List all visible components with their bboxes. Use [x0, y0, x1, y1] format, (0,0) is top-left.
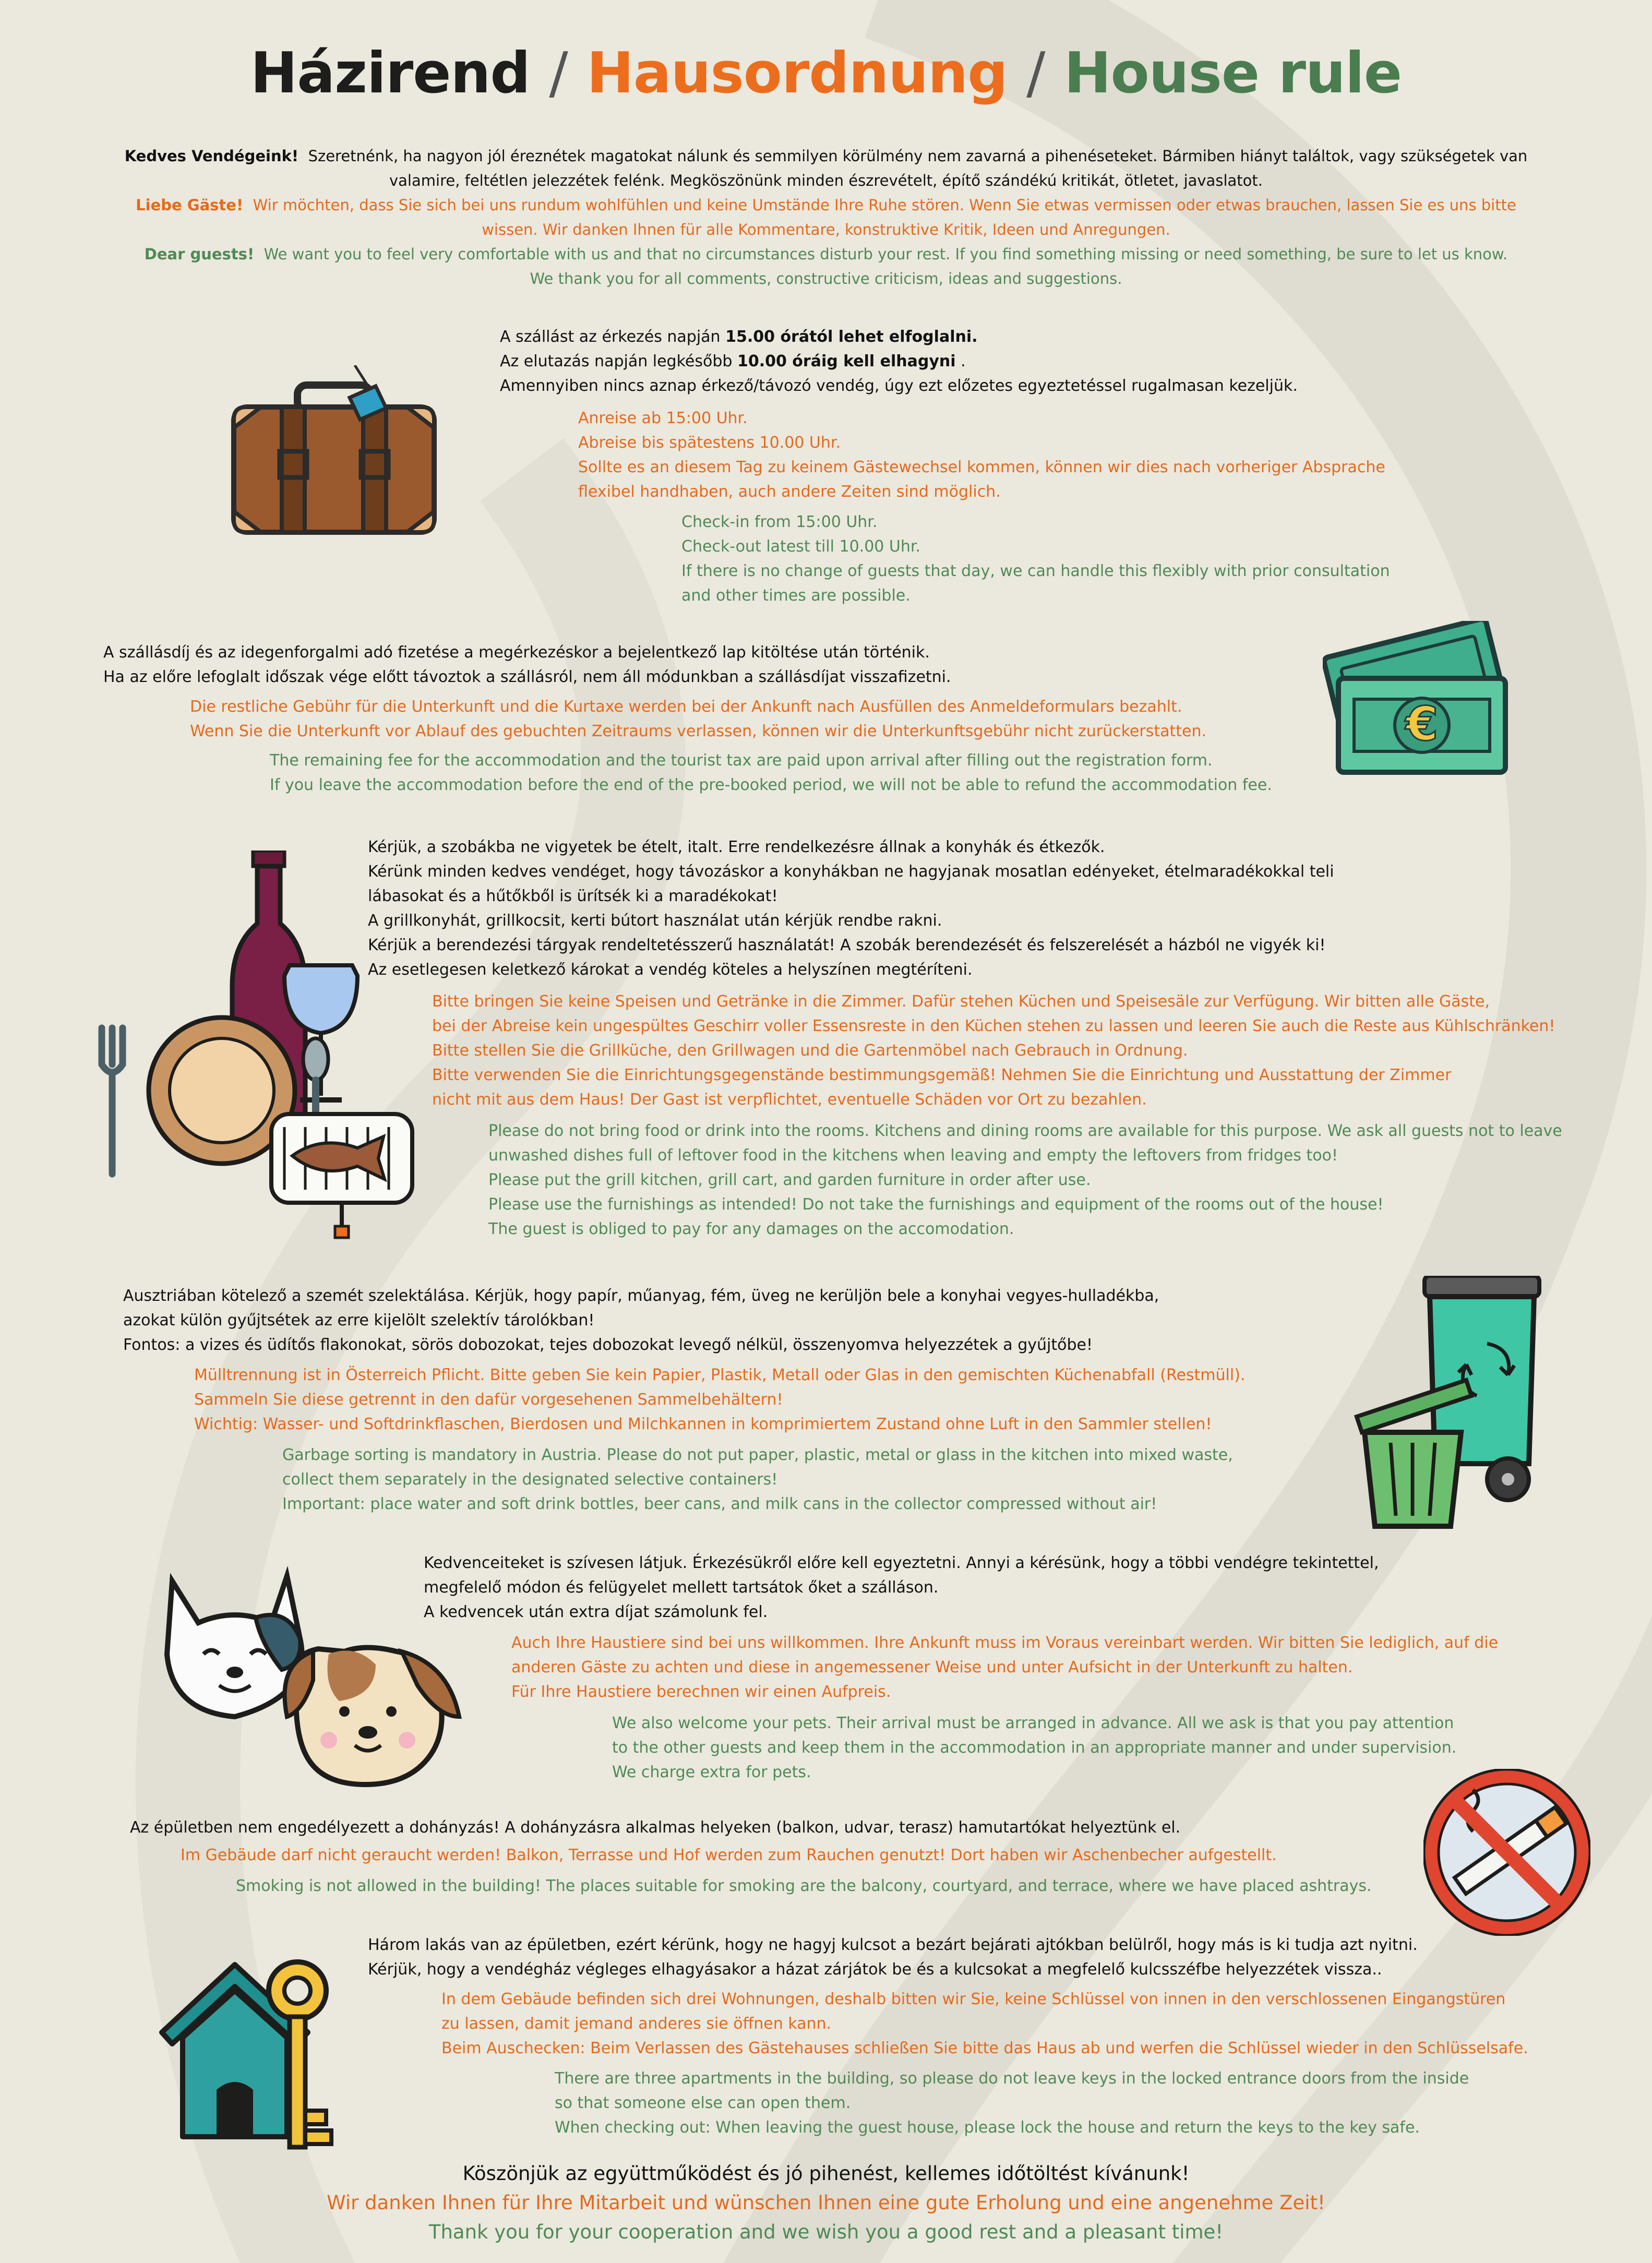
payment-en-line: The remaining fee for the accommodation and the tourist tax are paid upon arrival after filling out the registration form. — [270, 751, 1213, 770]
payment-hu-line: A szállásdíj és az idegenforgalmi adó fizetése a megérkezéskor a bejelentkező lap kitöltése után történik. — [103, 643, 930, 662]
intro-en-text: We want you to feel very comfortable with us and that no circumstances disturb your rest. If you find something missing or need something, be sure to let us know. — [264, 245, 1508, 263]
intro-en-line — [73, 242, 1579, 267]
checkin-hu-time: 10.00 óráig kell elhagyni — [737, 352, 956, 370]
intro-hu-lead: Kedves Vendégeink! — [124, 147, 299, 165]
intro-en-lead: Dear guests! — [144, 245, 255, 263]
title-hu: Házirend — [250, 41, 530, 106]
food-hu-line: lábasokat és a hűtőkből is ürítsék ki a maradékokat! — [368, 887, 778, 905]
pets-hu-line: megfelelő módon és felügyelet mellett tartsátok őket a szálláson. — [424, 1578, 939, 1597]
waste-hu-line: azokat külön gyűjtsétek az erre kijelölt szelektív tárolókban! — [123, 1311, 595, 1330]
euro-symbol: € — [1405, 697, 1439, 751]
smoking-en — [236, 1874, 1372, 1898]
pets-en-line: to the other guests and keep them in the accommodation in an appropriate manner and under supervision. — [612, 1739, 1457, 1757]
waste-en-line: Garbage sorting is mandatory in Austria. Please do not put paper, plastic, metal or glass in the kitchen into mixed waste, — [282, 1446, 1233, 1464]
food-hu-line: A grillkonyhát, grillkocsit, kerti bútort használat után kérjük rendbe rakni. — [368, 912, 942, 930]
pets-de-line: Für Ihre Haustiere berechnen wir einen Aufpreis. — [511, 1683, 891, 1701]
smoking-hu-line: Az épületben nem engedélyezett a dohányzás! A dohányzásra alkalmas helyeken (balkon, udvar, terasz) hamutartókat helyeztünk el. — [130, 1818, 1181, 1837]
keys-hu — [368, 1933, 1418, 1982]
food-hu-line: Kérjük, a szobákba ne vigyetek be ételt, italt. Erre rendelkezésre állnak a konyhák és étkezők. — [368, 838, 1105, 856]
payment-hu — [103, 640, 951, 689]
smoking-en-line: Smoking is not allowed in the building! The places suitable for smoking are the balcony, courtyard, and terrace, where we have placed ashtrays. — [236, 1877, 1372, 1895]
intro-de-text: Wir möchten, dass Sie sich bei uns rundum wohlfühlen und keine Umstände Ihre Ruhe stören. Wenn Sie etwas vermissen oder etwas brauchen, lassen Sie es uns bitte — [253, 196, 1516, 214]
keys-hu-line: Kérjük, hogy a vendégház végleges elhagyásakor a házat zárjátok be és a kulcsokat a megfelelő kulcsszéfbe helyezzétek vissza.. — [368, 1960, 1382, 1979]
waste-de-line: Sammeln Sie diese getrennt in den dafür vorgesehenen Sammelbehältern! — [194, 1391, 783, 1409]
checkin-hu-text: Az elutazás napján legkésőbb — [500, 352, 737, 370]
checkin-en-line: Check-in from 15:00 Uhr. — [681, 513, 878, 531]
intro-section — [73, 144, 1579, 291]
no-smoking-icon — [1423, 1769, 1590, 1936]
checkin-en — [681, 510, 1390, 608]
checkin-hu-line: Amennyiben nincs aznap érkező/távozó vendég, úgy ezt előzetes egyeztetéssel rugalmasan kezeljük. — [500, 377, 1298, 395]
food-de — [432, 989, 1555, 1112]
pets-en-line: We charge extra for pets. — [612, 1763, 811, 1781]
smoking-de-line: Im Gebäude darf nicht geraucht werden! Balkon, Terrasse und Hof werden zum Rauchen genutzt! Dort haben wir Aschenbecher aufgestellt. — [181, 1846, 1277, 1864]
checkin-de-line: Sollte es an diesem Tag zu keinem Gästewechsel kommen, können wir dies nach vorheriger Absprache — [578, 458, 1385, 476]
keys-de-line: Beim Auschecken: Beim Verlassen des Gästehauses schließen Sie bitte das Haus ab und werfen die Schlüssel wieder in den Schlüsselsafe. — [441, 2039, 1528, 2057]
pets-de-line: Auch Ihre Haustiere sind bei uns willkommen. Ihre Ankunft muss im Voraus vereinbart werden. Wir bitten Sie lediglich, auf die — [511, 1634, 1499, 1652]
smoking-de — [181, 1843, 1277, 1867]
payment-de-line: Wenn Sie die Unterkunft vor Ablauf des gebuchten Zeitraums verlassen, können wir die Unterkunftsgebühr nicht zurückerstatten. — [190, 722, 1207, 740]
pets-en — [612, 1711, 1456, 1785]
keys-de — [441, 1987, 1528, 2061]
waste-en-line: Important: place water and soft drink bottles, beer cans, and milk cans in the collector compressed without air! — [282, 1495, 1157, 1513]
food-hu-line: Kérünk minden kedves vendéget, hogy távozáskor a konyhákban ne hagyjanak mosatlan edényeket, ételmaradékokkal teli — [368, 863, 1334, 881]
keys-en-line: There are three apartments in the building, so please do not leave keys in the locked entrance doors from the inside — [555, 2069, 1469, 2088]
checkin-de — [578, 406, 1385, 504]
waste-hu-line: Ausztriában kötelező a szemét szelektálása. Kérjük, hogy papír, műanyag, fém, üveg ne kerüljön bele a konyhai vegyes-hulladékba, — [123, 1287, 1159, 1305]
payment-de — [190, 695, 1206, 744]
checkin-hu-line — [500, 349, 1298, 374]
food-de-line: nicht mit aus dem Haus! Der Gast ist verpflichtet, eventuelle Schäden vor Ort zu bezahlen. — [432, 1091, 1147, 1109]
house-key-icon — [157, 1954, 355, 2152]
waste-de — [194, 1363, 1245, 1436]
checkin-hu-text: A szállást az érkezés napján — [500, 328, 726, 346]
closing-section — [0, 2159, 1652, 2247]
checkin-de-line: Abreise bis spätestens 10.00 Uhr. — [578, 434, 841, 452]
waste-hu — [123, 1284, 1159, 1357]
food-hu — [368, 835, 1334, 982]
food-en-line: Please put the grill kitchen, grill cart, and garden furniture in order after use. — [488, 1171, 1091, 1189]
pets-de — [511, 1631, 1498, 1704]
keys-de-line: zu lassen, damit jemand anderes sie öffnen kann. — [441, 2015, 832, 2033]
food-hu-line: Kérjük a berendezési tárgyak rendeltetésszerű használatát! A szobák berendezését és felszerelését a házból ne vigyék ki! — [368, 936, 1326, 954]
pets-en-line: We also welcome your pets. Their arrival must be arranged in advance. All we ask is that you pay attention — [612, 1714, 1454, 1732]
page-title — [0, 41, 1652, 106]
payment-hu-line: Ha az előre lefoglalt időszak vége előtt távoztok a szállásról, nem áll módunkban a szállásdíjat visszafizetni. — [103, 668, 951, 686]
recycling-bins-icon — [1351, 1276, 1560, 1531]
food-de-line: bei der Abreise kein ungespültes Geschirr voller Essensreste in den Küchen stehen zu lassen und leeren Sie auch die Reste aus Kühlschränken! — [432, 1017, 1555, 1035]
food-de-line: Bitte verwenden Sie die Einrichtungsgegenstände bestimmungsgemäß! Nehmen Sie die Einrichtung und Ausstattung der Zimmer — [432, 1066, 1452, 1084]
intro-hu-line — [73, 144, 1579, 169]
intro-de-line — [73, 193, 1579, 218]
pets-hu — [424, 1551, 1379, 1624]
waste-de-line: Mülltrennung ist in Österreich Pflicht. Bitte geben Sie kein Papier, Plastik, Metall oder Glas in den gemischten Küchenabfall (Restmüll). — [194, 1366, 1246, 1384]
checkin-en-line: If there is no change of guests that day, we can handle this flexibly with prior consultation — [681, 562, 1390, 580]
checkin-de-line: Anreise ab 15:00 Uhr. — [578, 409, 748, 427]
title-separator: / — [1026, 41, 1045, 106]
food-hu-line: Az esetlegesen keletkező károkat a vendég köteles a helyszínen megtéríteni. — [368, 961, 973, 979]
cat-and-dog-icon — [157, 1560, 470, 1790]
keys-hu-line: Három lakás van az épületben, ezért kérünk, hogy ne hagyj kulcsot a bezárt bejárati ajtókban belülről, hogy más is ki tudja azt nyitni. — [368, 1936, 1418, 1954]
checkin-en-line: and other times are possible. — [681, 586, 911, 605]
checkin-en-line: Check-out latest till 10.00 Uhr. — [681, 537, 921, 556]
food-en — [488, 1119, 1562, 1241]
payment-en-line: If you leave the accommodation before the end of the pre-booked period, we will not be able to refund the accommodation fee. — [270, 776, 1272, 794]
intro-hu-line: valamire, feltétlen jelezzétek felénk. Megköszönünk minden észrevételt, építő szándékú kritikát, ötletet, javaslatot. — [389, 172, 1263, 189]
suitcase-icon — [230, 365, 438, 537]
pets-de-line: anderen Gäste zu achten und diese in angemessener Weise und unter Aufsicht in der Unterkunft zu halten. — [511, 1658, 1353, 1677]
payment-en — [270, 748, 1272, 797]
keys-en-line: so that someone else can open them. — [555, 2094, 851, 2112]
pets-hu-line: Kedvenceiteket is szívesen látjuk. Érkezésükről előre kell egyeztetni. Annyi a kérésünk, hogy a többi vendégre tekintettel, — [424, 1554, 1379, 1572]
food-en-line: unwashed dishes full of leftover food in the kitchens when leaving and empty the leftovers from fridges too! — [488, 1146, 1338, 1165]
euro-banknotes-icon — [1323, 621, 1511, 783]
checkin-hu-text: . — [955, 352, 966, 370]
pets-hu-line: A kedvencek után extra díjat számolunk fel. — [424, 1603, 768, 1621]
food-en-line: Please do not bring food or drink into the rooms. Kitchens and dining rooms are available for this purpose. We ask all guests not to leave — [488, 1122, 1562, 1140]
title-separator: / — [549, 41, 568, 106]
waste-en-line: collect them separately in the designated selective containers! — [282, 1470, 778, 1489]
waste-de-line: Wichtig: Wasser- und Softdrinkflaschen, Bierdosen und Milchkannen in komprimiertem Zustand ohne Luft in den Sammler stellen! — [194, 1415, 1212, 1433]
smoking-hu — [130, 1815, 1180, 1840]
payment-de-line: Die restliche Gebühr für die Unterkunft und die Kurtaxe werden bei der Ankunft nach Ausfüllen des Anmeldeformulars bezahlt. — [190, 698, 1182, 716]
title-en: House rule — [1064, 41, 1402, 106]
food-en-line: Please use the furnishings as intended! Do not take the furnishings and equipment of the rooms out of the house! — [488, 1195, 1384, 1214]
closing-hu: Köszönjük az együttműködést és jó pihenést, kellemes időtöltést kívánunk! — [462, 2162, 1190, 2185]
checkin-de-line: flexibel handhaben, auch andere Zeiten sind möglich. — [578, 483, 1001, 501]
closing-de: Wir danken Ihnen für Ihre Mitarbeit und wünschen Ihnen eine gute Erholung und eine angenehme Zeit! — [327, 2192, 1325, 2214]
food-de-line: Bitte bringen Sie keine Speisen und Getränke in die Zimmer. Dafür stehen Küchen und Speisesäle zur Verfügung. Wir bitten alle Gäste, — [432, 992, 1490, 1011]
food-en-line: The guest is obliged to pay for any damages on the accomodation. — [488, 1220, 1014, 1238]
keys-en — [555, 2066, 1469, 2140]
closing-en: Thank you for your cooperation and we wish you a good rest and a pleasant time! — [428, 2221, 1224, 2243]
intro-en-line: We thank you for all comments, constructive criticism, ideas and suggestions. — [530, 270, 1122, 288]
food-de-line: Bitte stellen Sie die Grillküche, den Grillwagen und die Gartenmöbel nach Gebrauch in Ordnung. — [432, 1041, 1188, 1060]
intro-hu-text: Szeretnénk, ha nagyon jól éreznétek magatokat nálunk és semmilyen körülmény nem zavarná a pihenéseteket. Bármiben hiányt találtok, vagy szükségetek van — [308, 147, 1528, 165]
title-de: Hausordnung — [586, 41, 1008, 106]
waste-en — [282, 1443, 1233, 1516]
keys-en-line: When checking out: When leaving the guest house, please lock the house and return the keys to the key safe. — [555, 2118, 1420, 2137]
intro-de-line: wissen. Wir danken Ihnen für alle Kommentare, konstruktive Kritik, Ideen und Anregungen. — [482, 221, 1170, 238]
keys-de-line: In dem Gebäude befinden sich drei Wohnungen, deshalb bitten wir Sie, keine Schlüssel von innen in den verschlossenen Eingangstüren — [441, 1990, 1506, 2008]
checkin-hu-time: 15.00 órától lehet elfoglalni. — [725, 328, 978, 346]
checkin-hu — [500, 325, 1298, 398]
checkin-hu-line — [500, 325, 1298, 349]
waste-hu-line: Fontos: a vizes és üdítős flakonokat, sörös dobozokat, tejes dobozokat levegő nélkül, összenyomva helyezzétek a gyűjtőbe! — [123, 1336, 1093, 1354]
intro-de-lead: Liebe Gäste! — [136, 196, 244, 214]
